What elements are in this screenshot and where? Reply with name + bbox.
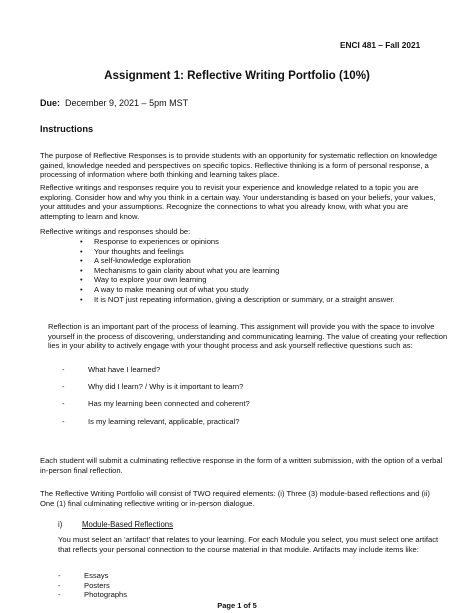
list-item: - Photographs: [58, 590, 128, 600]
list-item: - What have I learned?: [62, 365, 161, 374]
instructions-heading: Instructions: [40, 124, 94, 134]
bullet-icon: •: [80, 265, 83, 275]
portfolio-elements-paragraph: The Reflective Writing Portfolio will consist of TWO required elements: (i) Three (3) module-based reflections and (ii) One (1) final culminating reflective writing or in-person dialogue.: [40, 489, 430, 508]
list-item: • Your thoughts and feelings: [80, 246, 184, 256]
dash-icon: -: [62, 382, 65, 392]
list-item: - Has my learning been connected and coherent?: [62, 399, 250, 409]
should-be-list: [80, 237, 395, 304]
list-item: • It is NOT just repeating information, giving a description or summary, or a straight answer.: [80, 294, 395, 304]
dash-icon: -: [58, 590, 61, 600]
requirements-paragraph: Reflective writings and responses require you to revisit your experience and knowledge related to a topic you are exploring. Consider how and why you think in a certain way. Your understanding is based on your beliefs, your values, your attitudes and your assumptions. Recognize the connections to what you already know, with what you are attempting to learn and know.: [40, 183, 436, 221]
list-item: • Response to experiences or opinions: [80, 237, 219, 246]
bullet-icon: •: [80, 237, 83, 246]
assignment-title: Assignment 1: Reflective Writing Portfolio (10%): [104, 69, 370, 82]
bullet-icon: •: [80, 246, 83, 256]
due-label: Due:: [40, 98, 60, 108]
bullet-icon: •: [80, 275, 83, 285]
dash-icon: -: [58, 580, 61, 590]
page-number: Page 1 of 5: [217, 601, 257, 610]
list-item: • A way to make meaning out of what you study: [80, 284, 249, 294]
dash-icon: -: [62, 416, 65, 426]
due-line: [40, 98, 188, 108]
bullet-icon: •: [80, 256, 83, 266]
should-be-intro: Reflective writings and responses should be:: [40, 227, 191, 236]
list-item: • Way to explore your own learning: [80, 275, 207, 285]
questions-list: [62, 365, 250, 434]
list-item: • Mechanisms to gain clarity about what you are learning: [80, 265, 280, 275]
course-header: ENCI 481 – Fall 2021: [340, 40, 421, 50]
list-item: - Is my learning relevant, applicable, practical?: [62, 416, 240, 426]
section-title: Module-Based Reflections: [82, 520, 174, 529]
artifact-paragraph: You must select an ‘artifact’ that relates to your learning. For each Module you select, you must select one artifact that reflects your personal connection to the course material in that module. Artifacts may include items like:: [58, 535, 439, 554]
submission-paragraph: Each student will submit a culminating reflective response in the form of a written submission, with the option of a verbal in-person final reflection.: [40, 456, 443, 475]
list-item: - Why did I learn? / Why is it important to learn?: [62, 382, 244, 392]
bullet-icon: •: [80, 284, 83, 294]
purpose-paragraph: The purpose of Reflective Responses is to provide students with an opportunity for systematic reflection on knowledge gained, knowledge needed and perspectives on specific topics. Reflective thinking is a form of personal response, a processing of information where both thinking and learning takes place.: [40, 151, 438, 180]
list-item: • A self-knowledge exploration: [80, 256, 191, 266]
bullet-icon: •: [80, 294, 83, 304]
section-number: i): [58, 520, 63, 529]
artifacts-list: [58, 571, 127, 600]
list-item: - Essays: [58, 571, 109, 580]
dash-icon: -: [58, 571, 61, 580]
dash-icon: -: [62, 365, 65, 374]
list-item: - Posters: [58, 580, 110, 590]
dash-icon: -: [62, 399, 65, 409]
section-heading-module-reflections: [58, 520, 173, 529]
reflection-paragraph: Reflection is an important part of the process of learning. This assignment will provide you with the space to involve yourself in the process of discovering, understanding and communicating learning. The value of creating your reflection lies in your ability to actively engage with your thought process and ask yourself reflective questions such as:: [48, 322, 448, 351]
due-date: December 9, 2021 – 5pm MST: [65, 98, 189, 108]
